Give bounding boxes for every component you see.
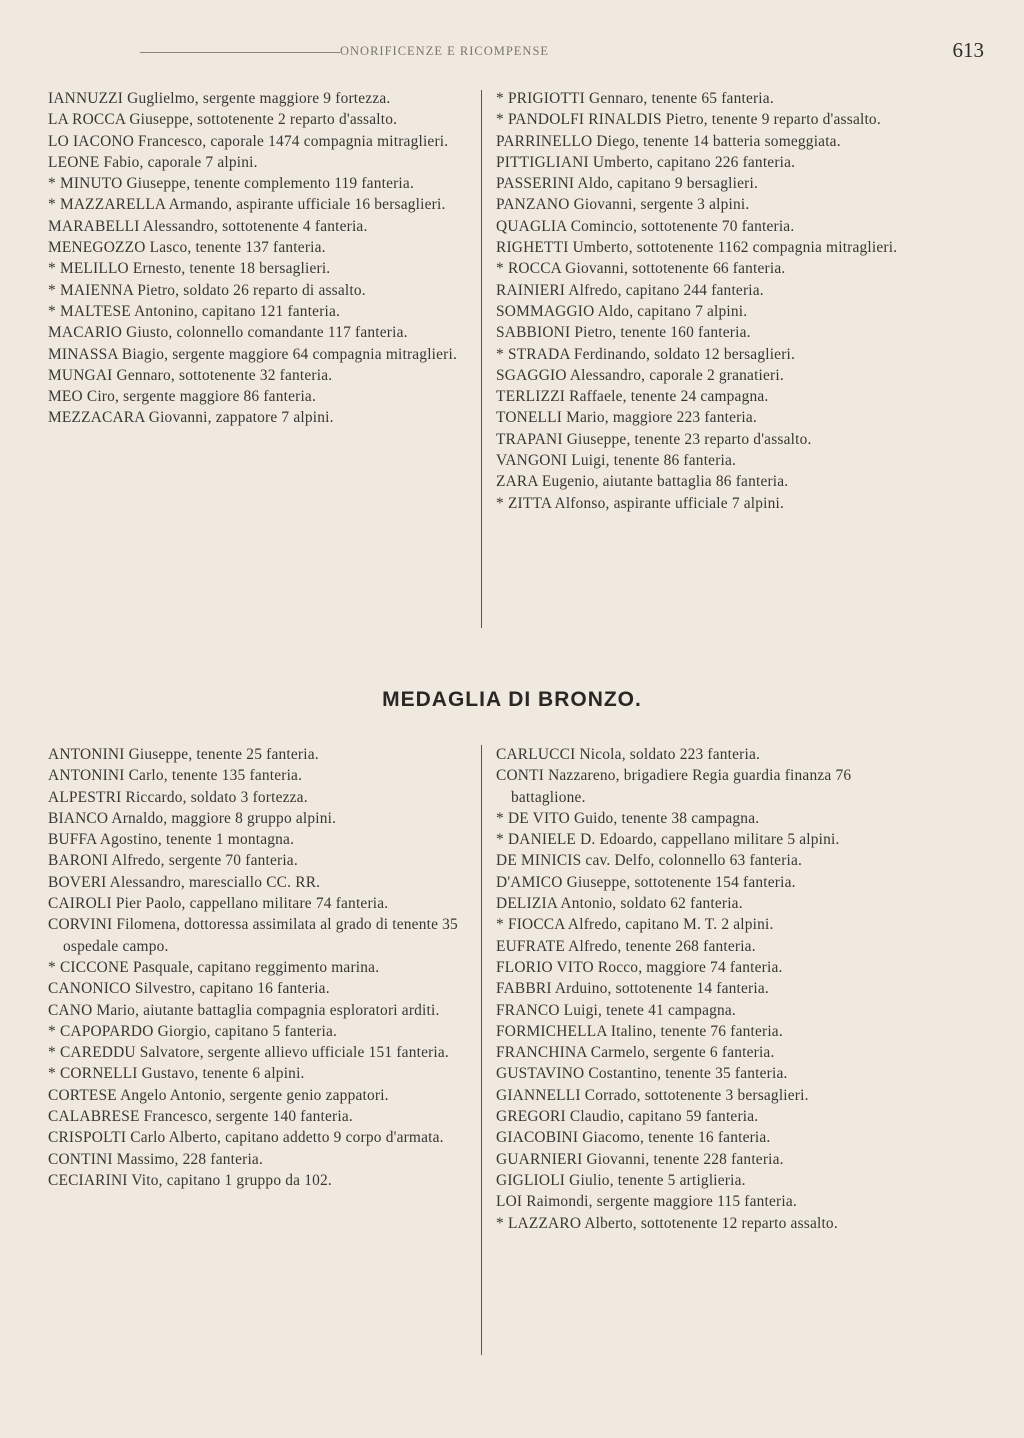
list-entry: * ROCCA Giovanni, sottotenente 66 fanteria. (496, 260, 786, 278)
list-entry: RIGHETTI Umberto, sottotenente 1162 compagnia mitraglieri. (496, 239, 898, 257)
list-entry: MACARIO Giusto, colonnello comandante 117 fanteria. (48, 324, 408, 342)
list-entry: SOMMAGGIO Aldo, capitano 7 alpini. (496, 302, 748, 320)
list-entry: * CICCONE Pasquale, capitano reggimento marina. (48, 958, 380, 976)
list-entry: LO IACONO Francesco, caporale 1474 compagnia mitraglieri. (48, 132, 449, 150)
page-number: 613 (952, 38, 984, 62)
list-entry: BUFFA Agostino, tenente 1 montagna. (48, 831, 295, 849)
list-entry: GUARNIERI Giovanni, tenente 228 fanteria. (496, 1150, 784, 1168)
list-entry: * DANIELE D. Edoardo, cappellano militare 5 alpini. (496, 831, 840, 849)
list-entry: ANTONINI Giuseppe, tenente 25 fanteria. (48, 746, 319, 763)
top-right-column (496, 88, 928, 514)
list-entry: QUAGLIA Comincio, sottotenente 70 fanteria. (496, 217, 795, 235)
list-entry: * STRADA Ferdinando, soldato 12 bersaglieri. (496, 345, 796, 363)
list-entry: CORTESE Angelo Antonio, sergente genio zappatori. (48, 1086, 389, 1104)
list-entry: GIGLIOLI Giulio, tenente 5 artiglieria. (496, 1171, 746, 1189)
list-entry: TONELLI Mario, maggiore 223 fanteria. (496, 409, 757, 427)
list-entry: IANNUZZI Guglielmo, sergente maggiore 9 fortezza. (48, 90, 391, 107)
list-entry: * MINUTO Giuseppe, tenente complemento 119 fanteria. (48, 175, 414, 193)
list-entry: BOVERI Alessandro, maresciallo CC. RR. (48, 873, 321, 891)
list-entry: * MALTESE Antonino, capitano 121 fanteria. (48, 302, 341, 320)
list-entry: * ZITTA Alfonso, aspirante ufficiale 7 alpini. (496, 494, 785, 512)
list-entry: CORVINI Filomena, dottoressa assimilata al grado di tenente 35 ospedale campo. (48, 916, 458, 955)
running-title: ONORIFICENZE E RICOMPENSE (340, 44, 550, 58)
list-entry: PITTIGLIANI Umberto, capitano 226 fanteria. (496, 153, 796, 171)
list-entry: TRAPANI Giuseppe, tenente 23 reparto d'assalto. (496, 430, 812, 448)
list-entry: FORMICHELLA Italino, tenente 76 fanteria. (496, 1022, 783, 1040)
list-entry: * CAPOPARDO Giorgio, capitano 5 fanteria. (48, 1022, 338, 1040)
list-entry: FRANCO Luigi, tenete 41 campagna. (496, 1001, 736, 1019)
list-entry: FLORIO VITO Rocco, maggiore 74 fanteria. (496, 958, 783, 976)
list-entry: * CORNELLI Gustavo, tenente 6 alpini. (48, 1065, 305, 1083)
list-entry: MUNGAI Gennaro, sottotenente 32 fanteria. (48, 366, 333, 384)
list-entry: TERLIZZI Raffaele, tenente 24 campagna. (496, 388, 769, 406)
list-entry: FABBRI Arduino, sottotenente 14 fanteria. (496, 980, 769, 998)
list-entry: * PRIGIOTTI Gennaro, tenente 65 fanteria. (496, 90, 774, 107)
list-entry: FRANCHINA Carmelo, sergente 6 fanteria. (496, 1044, 775, 1062)
list-entry: GIANNELLI Corrado, sottotenente 3 bersaglieri. (496, 1086, 809, 1104)
list-entry: PARRINELLO Diego, tenente 14 batteria someggiata. (496, 132, 841, 150)
list-entry: D'AMICO Giuseppe, sottotenente 154 fanteria. (496, 873, 796, 891)
list-entry: CRISPOLTI Carlo Alberto, capitano addetto 9 corpo d'armata. (48, 1129, 444, 1147)
list-entry: SABBIONI Pietro, tenente 160 fanteria. (496, 324, 751, 342)
list-entry: VANGONI Luigi, tenente 86 fanteria. (496, 452, 737, 470)
section-title: MEDAGLIA DI BRONZO. (382, 688, 642, 711)
header-rule (140, 52, 340, 53)
list-entry: LOI Raimondi, sergente maggiore 115 fanteria. (496, 1193, 797, 1211)
list-entry: SGAGGIO Alessandro, caporale 2 granatieri. (496, 366, 784, 384)
list-entry: CONTI Nazzareno, brigadiere Regia guardia finanza 76 battaglione. (496, 767, 852, 806)
list-entry: ZARA Eugenio, aiutante battaglia 86 fanteria. (496, 473, 789, 491)
list-entry: * MELILLO Ernesto, tenente 18 bersaglieri. (48, 260, 331, 278)
list-entry: * PANDOLFI RINALDIS Pietro, tenente 9 reparto d'assalto. (496, 111, 881, 129)
bottom-right-column (496, 744, 928, 1234)
list-entry: GIACOBINI Giacomo, tenente 16 fanteria. (496, 1129, 771, 1147)
running-header (140, 38, 984, 68)
list-entry: * LAZZARO Alberto, sottotenente 12 reparto assalto. (496, 1214, 838, 1232)
top-left-column (48, 88, 468, 429)
list-entry: BARONI Alfredo, sergente 70 fanteria. (48, 852, 298, 870)
list-entry: CANO Mario, aiutante battaglia compagnia esploratori arditi. (48, 1001, 440, 1019)
list-entry: ANTONINI Carlo, tenente 135 fanteria. (48, 767, 303, 785)
list-entry: BIANCO Arnaldo, maggiore 8 gruppo alpini. (48, 809, 337, 827)
list-entry: MARABELLI Alessandro, sottotenente 4 fanteria. (48, 217, 368, 235)
list-entry: MEZZACARA Giovanni, zappatore 7 alpini. (48, 409, 334, 427)
list-entry: GREGORI Claudio, capitano 59 fanteria. (496, 1108, 759, 1126)
list-entry: DE MINICIS cav. Delfo, colonnello 63 fanteria. (496, 852, 803, 870)
list-entry: LEONE Fabio, caporale 7 alpini. (48, 153, 258, 171)
list-entry: GUSTAVINO Costantino, tenente 35 fanteria. (496, 1065, 788, 1083)
list-entry: CANONICO Silvestro, capitano 16 fanteria. (48, 980, 330, 998)
list-entry: CARLUCCI Nicola, soldato 223 fanteria. (496, 746, 761, 763)
list-entry: CAIROLI Pier Paolo, cappellano militare 74 fanteria. (48, 895, 389, 913)
list-entry: DELIZIA Antonio, soldato 62 fanteria. (496, 895, 743, 913)
list-entry: ALPESTRI Riccardo, soldato 3 fortezza. (48, 788, 308, 806)
list-entry: * FIOCCA Alfredo, capitano M. T. 2 alpini. (496, 916, 774, 934)
list-entry: * MAIENNA Pietro, soldato 26 reparto di assalto. (48, 281, 366, 299)
list-entry: PANZANO Giovanni, sergente 3 alpini. (496, 196, 750, 214)
column-divider-bottom (481, 745, 482, 1355)
list-entry: MENEGOZZO Lasco, tenente 137 fanteria. (48, 239, 326, 257)
list-entry: EUFRATE Alfredo, tenente 268 fanteria. (496, 937, 756, 955)
list-entry: CECIARINI Vito, capitano 1 gruppo da 102. (48, 1171, 332, 1189)
list-entry: CONTINI Massimo, 228 fanteria. (48, 1150, 264, 1168)
list-entry: * MAZZARELLA Armando, aspirante ufficiale 16 bersaglieri. (48, 196, 446, 214)
list-entry: CALABRESE Francesco, sergente 140 fanteria. (48, 1108, 353, 1126)
list-entry: * DE VITO Guido, tenente 38 campagna. (496, 809, 760, 827)
list-entry: MEO Ciro, sergente maggiore 86 fanteria. (48, 388, 316, 406)
column-divider-top (481, 90, 482, 628)
list-entry: * CAREDDU Salvatore, sergente allievo ufficiale 151 fanteria. (48, 1044, 449, 1062)
list-entry: MINASSA Biagio, sergente maggiore 64 compagnia mitraglieri. (48, 345, 458, 363)
list-entry: PASSERINI Aldo, capitano 9 bersaglieri. (496, 175, 759, 193)
bottom-left-column (48, 744, 470, 1191)
list-entry: LA ROCCA Giuseppe, sottotenente 2 reparto d'assalto. (48, 111, 398, 129)
list-entry: RAINIERI Alfredo, capitano 244 fanteria. (496, 281, 764, 299)
